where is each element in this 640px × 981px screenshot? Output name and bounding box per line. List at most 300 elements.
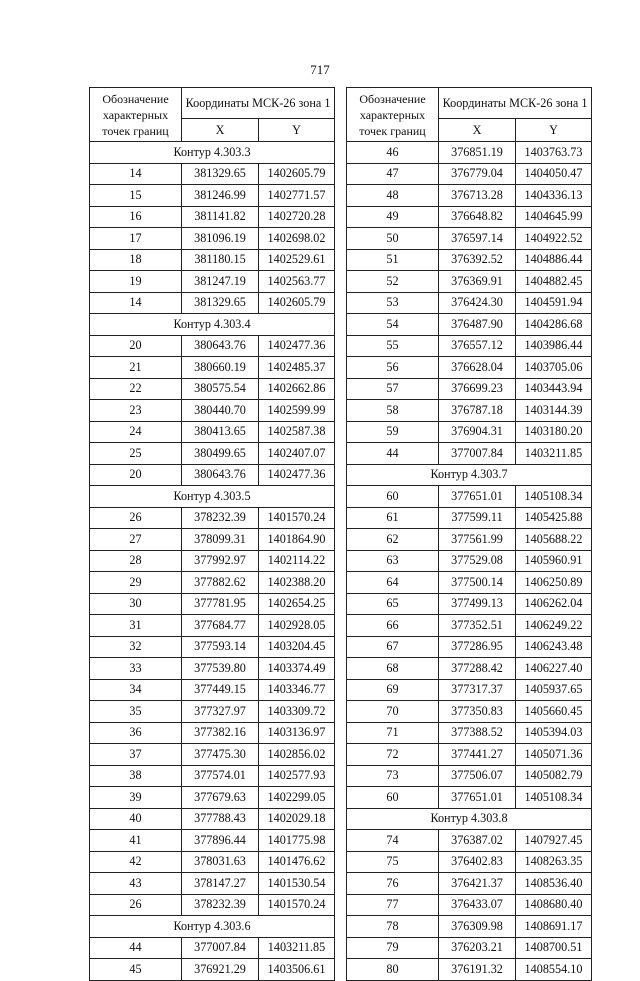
x-coordinate: 376851.19 — [439, 142, 516, 164]
point-number: 53 — [347, 292, 439, 314]
x-coordinate: 381096.19 — [182, 228, 259, 250]
x-coordinate: 376309.98 — [439, 916, 516, 938]
point-number: 50 — [347, 228, 439, 250]
table-row — [90, 228, 335, 250]
x-coordinate: 380440.70 — [182, 400, 259, 422]
table-row — [90, 615, 335, 637]
y-coordinate: 1404286.68 — [516, 314, 592, 336]
contour-title: Контур 4.303.5 — [90, 486, 335, 508]
point-number: 57 — [347, 378, 439, 400]
y-coordinate: 1402587.38 — [259, 421, 335, 443]
x-coordinate: 377007.84 — [182, 937, 259, 959]
point-number: 56 — [347, 357, 439, 379]
x-coordinate: 376433.07 — [439, 894, 516, 916]
y-coordinate: 1403211.85 — [516, 443, 592, 465]
x-coordinate: 376487.90 — [439, 314, 516, 336]
point-number: 32 — [90, 636, 182, 658]
y-coordinate: 1402662.86 — [259, 378, 335, 400]
point-number: 55 — [347, 335, 439, 357]
x-header: X — [182, 119, 259, 142]
x-coordinate: 378147.27 — [182, 873, 259, 895]
x-coordinate: 378232.39 — [182, 894, 259, 916]
x-coordinate: 380643.76 — [182, 464, 259, 486]
table-row — [347, 765, 592, 787]
y-coordinate: 1403506.61 — [259, 959, 335, 981]
point-number: 59 — [347, 421, 439, 443]
point-number: 21 — [90, 357, 182, 379]
x-coordinate: 376421.37 — [439, 873, 516, 895]
y-header: Y — [516, 119, 592, 142]
x-coordinate: 376628.04 — [439, 357, 516, 379]
table-row — [347, 271, 592, 293]
table-row — [347, 916, 592, 938]
point-number: 39 — [90, 787, 182, 809]
x-coordinate: 377327.97 — [182, 701, 259, 723]
point-number: 78 — [347, 916, 439, 938]
x-coordinate: 378099.31 — [182, 529, 259, 551]
y-coordinate: 1403309.72 — [259, 701, 335, 723]
x-coordinate: 376904.31 — [439, 421, 516, 443]
point-number: 45 — [90, 959, 182, 981]
x-coordinate: 377574.01 — [182, 765, 259, 787]
y-coordinate: 1403180.20 — [516, 421, 592, 443]
y-coordinate: 1402577.93 — [259, 765, 335, 787]
y-coordinate: 1404922.52 — [516, 228, 592, 250]
y-coordinate: 1402485.37 — [259, 357, 335, 379]
table-row — [90, 959, 335, 981]
point-number: 58 — [347, 400, 439, 422]
x-coordinate: 376203.21 — [439, 937, 516, 959]
y-coordinate: 1401570.24 — [259, 507, 335, 529]
point-number: 66 — [347, 615, 439, 637]
y-coordinate: 1406262.04 — [516, 593, 592, 615]
table-row — [347, 421, 592, 443]
x-coordinate: 377561.99 — [439, 529, 516, 551]
table-row — [347, 292, 592, 314]
point-number: 44 — [90, 937, 182, 959]
x-coordinate: 377350.83 — [439, 701, 516, 723]
x-coordinate: 377382.16 — [182, 722, 259, 744]
x-coordinate: 381180.15 — [182, 249, 259, 271]
point-number: 41 — [90, 830, 182, 852]
table-row — [90, 787, 335, 809]
point-number: 15 — [90, 185, 182, 207]
contour-title: Контур 4.303.4 — [90, 314, 335, 336]
point-number: 80 — [347, 959, 439, 981]
table-row — [90, 636, 335, 658]
table-row — [347, 163, 592, 185]
y-coordinate: 1402299.05 — [259, 787, 335, 809]
x-coordinate: 377500.14 — [439, 572, 516, 594]
y-coordinate: 1402563.77 — [259, 271, 335, 293]
table-row — [90, 443, 335, 465]
point-number: 61 — [347, 507, 439, 529]
y-coordinate: 1402654.25 — [259, 593, 335, 615]
point-number: 43 — [90, 873, 182, 895]
point-number: 54 — [347, 314, 439, 336]
point-number: 44 — [347, 443, 439, 465]
point-number: 34 — [90, 679, 182, 701]
y-coordinate: 1404645.99 — [516, 206, 592, 228]
y-coordinate: 1403144.39 — [516, 400, 592, 422]
table-row — [347, 615, 592, 637]
table-row — [90, 271, 335, 293]
point-number: 64 — [347, 572, 439, 594]
y-coordinate: 1401530.54 — [259, 873, 335, 895]
y-coordinate: 1405660.45 — [516, 701, 592, 723]
table-row — [347, 937, 592, 959]
table-row — [90, 894, 335, 916]
x-coordinate: 377788.43 — [182, 808, 259, 830]
x-coordinate: 380413.65 — [182, 421, 259, 443]
x-coordinate: 380660.19 — [182, 357, 259, 379]
table-row — [347, 550, 592, 572]
point-number: 42 — [90, 851, 182, 873]
point-number: 14 — [90, 163, 182, 185]
x-coordinate: 377506.07 — [439, 765, 516, 787]
point-number: 22 — [90, 378, 182, 400]
table-row — [90, 378, 335, 400]
table-row — [90, 873, 335, 895]
y-coordinate: 1408536.40 — [516, 873, 592, 895]
point-number: 77 — [347, 894, 439, 916]
x-coordinate: 377882.62 — [182, 572, 259, 594]
section-row — [90, 314, 335, 336]
table-row — [90, 507, 335, 529]
x-coordinate: 376597.14 — [439, 228, 516, 250]
x-coordinate: 377499.13 — [439, 593, 516, 615]
table-row — [347, 851, 592, 873]
x-coordinate: 377992.97 — [182, 550, 259, 572]
contour-title: Контур 4.303.6 — [90, 916, 335, 938]
table-body-right — [347, 142, 592, 981]
y-coordinate: 1402698.02 — [259, 228, 335, 250]
point-number: 70 — [347, 701, 439, 723]
table-row — [90, 206, 335, 228]
y-coordinate: 1408680.40 — [516, 894, 592, 916]
point-number: 68 — [347, 658, 439, 680]
y-coordinate: 1402928.05 — [259, 615, 335, 637]
table-row — [90, 421, 335, 443]
y-coordinate: 1405108.34 — [516, 486, 592, 508]
table-row — [90, 658, 335, 680]
y-coordinate: 1405082.79 — [516, 765, 592, 787]
y-coordinate: 1408263.35 — [516, 851, 592, 873]
table-row — [90, 765, 335, 787]
x-coordinate: 377651.01 — [439, 486, 516, 508]
point-number: 71 — [347, 722, 439, 744]
x-coordinate: 377288.42 — [439, 658, 516, 680]
y-coordinate: 1402477.36 — [259, 464, 335, 486]
table-row — [347, 572, 592, 594]
table-row — [347, 529, 592, 551]
table-row — [347, 722, 592, 744]
table-body-left — [90, 142, 335, 981]
y-coordinate: 1402388.20 — [259, 572, 335, 594]
point-number: 75 — [347, 851, 439, 873]
x-coordinate: 376369.91 — [439, 271, 516, 293]
point-number: 67 — [347, 636, 439, 658]
table-row — [347, 249, 592, 271]
y-coordinate: 1408554.10 — [516, 959, 592, 981]
point-number: 76 — [347, 873, 439, 895]
contour-title: Контур 4.303.3 — [90, 142, 335, 164]
point-number: 17 — [90, 228, 182, 250]
contour-title: Контур 4.303.7 — [347, 464, 592, 486]
y-coordinate: 1403374.49 — [259, 658, 335, 680]
y-coordinate: 1401775.98 — [259, 830, 335, 852]
table-row — [347, 593, 592, 615]
x-coordinate: 377529.08 — [439, 550, 516, 572]
table-row — [347, 744, 592, 766]
x-coordinate: 378232.39 — [182, 507, 259, 529]
x-coordinate: 377684.77 — [182, 615, 259, 637]
y-coordinate: 1403443.94 — [516, 378, 592, 400]
x-coordinate: 376713.28 — [439, 185, 516, 207]
x-coordinate: 380643.76 — [182, 335, 259, 357]
point-number: 27 — [90, 529, 182, 551]
point-number: 37 — [90, 744, 182, 766]
x-coordinate: 376699.23 — [439, 378, 516, 400]
coordinates-header: Координаты МСК-26 зона 1 — [182, 88, 335, 119]
point-number: 16 — [90, 206, 182, 228]
y-coordinate: 1405394.03 — [516, 722, 592, 744]
table-row — [347, 787, 592, 809]
table-row — [347, 873, 592, 895]
table-row — [90, 851, 335, 873]
y-coordinate: 1404591.94 — [516, 292, 592, 314]
table-row — [90, 937, 335, 959]
y-coordinate: 1402856.02 — [259, 744, 335, 766]
table-row — [347, 185, 592, 207]
x-coordinate: 376191.32 — [439, 959, 516, 981]
coordinates-table-left — [89, 87, 335, 981]
table-row — [347, 400, 592, 422]
y-coordinate: 1403705.06 — [516, 357, 592, 379]
point-number: 46 — [347, 142, 439, 164]
table-row — [90, 808, 335, 830]
y-coordinate: 1404336.13 — [516, 185, 592, 207]
x-coordinate: 377286.95 — [439, 636, 516, 658]
point-number: 14 — [90, 292, 182, 314]
coordinates-header: Координаты МСК-26 зона 1 — [439, 88, 592, 119]
point-number: 26 — [90, 507, 182, 529]
y-coordinate: 1403204.45 — [259, 636, 335, 658]
y-coordinate: 1403211.85 — [259, 937, 335, 959]
point-number: 33 — [90, 658, 182, 680]
x-coordinate: 377449.15 — [182, 679, 259, 701]
y-coordinate: 1406249.22 — [516, 615, 592, 637]
x-coordinate: 377539.80 — [182, 658, 259, 680]
table-row — [90, 722, 335, 744]
x-coordinate: 377781.95 — [182, 593, 259, 615]
table-row — [347, 443, 592, 465]
y-coordinate: 1402605.79 — [259, 163, 335, 185]
y-coordinate: 1403346.77 — [259, 679, 335, 701]
point-number: 73 — [347, 765, 439, 787]
x-coordinate: 376921.29 — [182, 959, 259, 981]
table-row — [347, 486, 592, 508]
y-coordinate: 1402599.99 — [259, 400, 335, 422]
y-coordinate: 1402720.28 — [259, 206, 335, 228]
y-coordinate: 1403986.44 — [516, 335, 592, 357]
table-row — [90, 400, 335, 422]
table-row — [347, 679, 592, 701]
y-coordinate: 1401864.90 — [259, 529, 335, 551]
section-row — [347, 464, 592, 486]
y-coordinate: 1405425.88 — [516, 507, 592, 529]
x-coordinate: 376387.02 — [439, 830, 516, 852]
y-coordinate: 1404886.44 — [516, 249, 592, 271]
x-coordinate: 376648.82 — [439, 206, 516, 228]
table-row — [347, 142, 592, 164]
x-coordinate: 377896.44 — [182, 830, 259, 852]
y-coordinate: 1407927.45 — [516, 830, 592, 852]
table-row — [90, 744, 335, 766]
table-row — [90, 830, 335, 852]
x-coordinate: 377007.84 — [439, 443, 516, 465]
point-name-header: Обозначение характерных точек границ — [90, 88, 182, 142]
y-coordinate: 1405071.36 — [516, 744, 592, 766]
y-coordinate: 1408700.51 — [516, 937, 592, 959]
y-coordinate: 1406227.40 — [516, 658, 592, 680]
point-number: 49 — [347, 206, 439, 228]
table-row — [347, 701, 592, 723]
table-row — [90, 185, 335, 207]
table-row — [90, 679, 335, 701]
y-coordinate: 1402407.07 — [259, 443, 335, 465]
y-coordinate: 1405688.22 — [516, 529, 592, 551]
table-row — [90, 163, 335, 185]
point-number: 38 — [90, 765, 182, 787]
point-number: 60 — [347, 787, 439, 809]
table-row — [90, 572, 335, 594]
x-coordinate: 380575.54 — [182, 378, 259, 400]
y-header: Y — [259, 119, 335, 142]
point-number: 65 — [347, 593, 439, 615]
table-row — [90, 357, 335, 379]
point-number: 24 — [90, 421, 182, 443]
x-coordinate: 378031.63 — [182, 851, 259, 873]
y-coordinate: 1408691.17 — [516, 916, 592, 938]
table-row — [347, 206, 592, 228]
table-row — [347, 959, 592, 981]
table-row — [90, 249, 335, 271]
table-row — [347, 357, 592, 379]
point-number: 30 — [90, 593, 182, 615]
y-coordinate: 1405937.65 — [516, 679, 592, 701]
x-coordinate: 377352.51 — [439, 615, 516, 637]
x-coordinate: 381246.99 — [182, 185, 259, 207]
section-row — [347, 808, 592, 830]
y-coordinate: 1402477.36 — [259, 335, 335, 357]
x-coordinate: 377441.27 — [439, 744, 516, 766]
y-coordinate: 1402529.61 — [259, 249, 335, 271]
point-number: 28 — [90, 550, 182, 572]
y-coordinate: 1405960.91 — [516, 550, 592, 572]
x-header: X — [439, 119, 516, 142]
section-row — [90, 486, 335, 508]
x-coordinate: 377317.37 — [439, 679, 516, 701]
point-number: 74 — [347, 830, 439, 852]
coordinates-table-right — [346, 87, 592, 981]
y-coordinate: 1406243.48 — [516, 636, 592, 658]
contour-title: Контур 4.303.8 — [347, 808, 592, 830]
table-row — [347, 335, 592, 357]
x-coordinate: 376402.83 — [439, 851, 516, 873]
point-number: 25 — [90, 443, 182, 465]
x-coordinate: 376787.18 — [439, 400, 516, 422]
table-row — [347, 658, 592, 680]
point-number: 26 — [90, 894, 182, 916]
table-row — [90, 335, 335, 357]
point-number: 23 — [90, 400, 182, 422]
y-coordinate: 1402114.22 — [259, 550, 335, 572]
point-number: 62 — [347, 529, 439, 551]
x-coordinate: 377651.01 — [439, 787, 516, 809]
y-coordinate: 1402605.79 — [259, 292, 335, 314]
section-row — [90, 142, 335, 164]
x-coordinate: 376557.12 — [439, 335, 516, 357]
x-coordinate: 381247.19 — [182, 271, 259, 293]
y-coordinate: 1406250.89 — [516, 572, 592, 594]
table-row — [347, 507, 592, 529]
y-coordinate: 1404050.47 — [516, 163, 592, 185]
y-coordinate: 1405108.34 — [516, 787, 592, 809]
table-row — [347, 830, 592, 852]
x-coordinate: 381141.82 — [182, 206, 259, 228]
point-number: 51 — [347, 249, 439, 271]
x-coordinate: 381329.65 — [182, 163, 259, 185]
section-row — [90, 916, 335, 938]
point-number: 48 — [347, 185, 439, 207]
table-row — [347, 894, 592, 916]
table-row — [90, 464, 335, 486]
table-row — [90, 292, 335, 314]
x-coordinate: 377593.14 — [182, 636, 259, 658]
y-coordinate: 1403136.97 — [259, 722, 335, 744]
point-number: 52 — [347, 271, 439, 293]
point-number: 19 — [90, 271, 182, 293]
point-number: 69 — [347, 679, 439, 701]
table-row — [90, 701, 335, 723]
point-number: 31 — [90, 615, 182, 637]
point-number: 72 — [347, 744, 439, 766]
table-row — [90, 529, 335, 551]
y-coordinate: 1401570.24 — [259, 894, 335, 916]
x-coordinate: 381329.65 — [182, 292, 259, 314]
point-number: 35 — [90, 701, 182, 723]
x-coordinate: 377679.63 — [182, 787, 259, 809]
x-coordinate: 377475.30 — [182, 744, 259, 766]
point-number: 63 — [347, 550, 439, 572]
point-name-header: Обозначение характерных точек границ — [347, 88, 439, 142]
y-coordinate: 1402029.18 — [259, 808, 335, 830]
table-row — [90, 593, 335, 615]
y-coordinate: 1404882.45 — [516, 271, 592, 293]
y-coordinate: 1401476.62 — [259, 851, 335, 873]
point-number: 79 — [347, 937, 439, 959]
table-row — [347, 636, 592, 658]
x-coordinate: 376424.30 — [439, 292, 516, 314]
point-number: 36 — [90, 722, 182, 744]
point-number: 20 — [90, 464, 182, 486]
table-row — [347, 314, 592, 336]
x-coordinate: 376392.52 — [439, 249, 516, 271]
y-coordinate: 1403763.73 — [516, 142, 592, 164]
table-row — [347, 228, 592, 250]
point-number: 29 — [90, 572, 182, 594]
